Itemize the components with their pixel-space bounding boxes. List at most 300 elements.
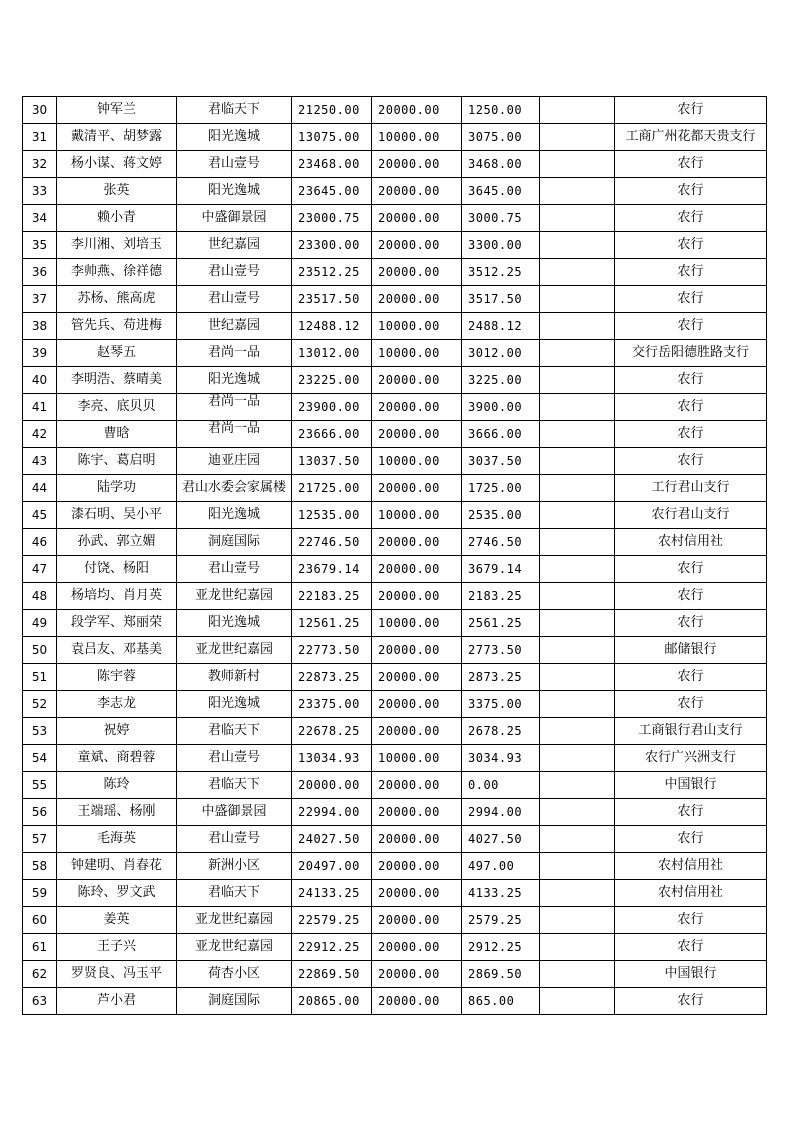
row-number-cell: 39 — [23, 340, 57, 367]
bank-cell: 农行 — [615, 367, 767, 394]
community-cell: 君山壹号 — [177, 826, 292, 853]
row-number-cell: 35 — [23, 232, 57, 259]
total-amount-cell: 22746.50 — [292, 529, 372, 556]
loan-amount-cell: 20000.00 — [372, 97, 462, 124]
bank-cell: 农行 — [615, 664, 767, 691]
owner-name-cell: 陈宇蓉 — [57, 664, 177, 691]
difference-amount-cell: 3517.50 — [462, 286, 540, 313]
blank-cell — [540, 97, 615, 124]
total-amount-cell: 20000.00 — [292, 772, 372, 799]
difference-amount-cell: 4027.50 — [462, 826, 540, 853]
blank-cell — [540, 637, 615, 664]
bank-cell: 中国银行 — [615, 961, 767, 988]
bank-cell: 农行 — [615, 691, 767, 718]
row-number-cell: 52 — [23, 691, 57, 718]
table-row — [23, 556, 767, 583]
loan-amount-cell: 20000.00 — [372, 475, 462, 502]
bank-cell: 农行广兴洲支行 — [615, 745, 767, 772]
loan-amount-cell: 20000.00 — [372, 421, 462, 448]
row-number-cell: 31 — [23, 124, 57, 151]
community-cell: 亚龙世纪嘉园 — [177, 583, 292, 610]
table-row — [23, 448, 767, 475]
bank-cell: 中国银行 — [615, 772, 767, 799]
difference-amount-cell: 1250.00 — [462, 97, 540, 124]
table-row — [23, 421, 767, 448]
table-row — [23, 799, 767, 826]
table-row — [23, 97, 767, 124]
table-row — [23, 259, 767, 286]
difference-amount-cell: 2912.25 — [462, 934, 540, 961]
blank-cell — [540, 367, 615, 394]
owner-name-cell: 苏杨、熊高虎 — [57, 286, 177, 313]
row-number-cell: 48 — [23, 583, 57, 610]
bank-cell: 农行 — [615, 583, 767, 610]
total-amount-cell: 24027.50 — [292, 826, 372, 853]
total-amount-cell: 23300.00 — [292, 232, 372, 259]
loan-amount-cell: 20000.00 — [372, 907, 462, 934]
blank-cell — [540, 421, 615, 448]
row-number-cell: 45 — [23, 502, 57, 529]
bank-cell: 农村信用社 — [615, 880, 767, 907]
blank-cell — [540, 259, 615, 286]
total-amount-cell: 22678.25 — [292, 718, 372, 745]
table-row — [23, 502, 767, 529]
blank-cell — [540, 124, 615, 151]
row-number-cell: 62 — [23, 961, 57, 988]
total-amount-cell: 12488.12 — [292, 313, 372, 340]
loan-amount-cell: 10000.00 — [372, 745, 462, 772]
table-row — [23, 907, 767, 934]
community-label: 君尚一品 — [207, 421, 260, 436]
community-cell: 君山水委会家属楼 — [177, 475, 292, 502]
total-amount-cell: 20865.00 — [292, 988, 372, 1015]
owner-name-cell: 李亮、底贝贝 — [57, 394, 177, 421]
loan-amount-cell: 20000.00 — [372, 718, 462, 745]
table-row — [23, 313, 767, 340]
bank-cell: 农行 — [615, 232, 767, 259]
difference-amount-cell: 3375.00 — [462, 691, 540, 718]
total-amount-cell: 24133.25 — [292, 880, 372, 907]
loan-amount-cell: 20000.00 — [372, 178, 462, 205]
loan-amount-cell: 20000.00 — [372, 691, 462, 718]
bank-cell: 农行 — [615, 799, 767, 826]
community-cell: 阳光逸城 — [177, 502, 292, 529]
row-number-cell: 58 — [23, 853, 57, 880]
loan-amount-cell: 10000.00 — [372, 448, 462, 475]
community-cell: 阳光逸城 — [177, 691, 292, 718]
blank-cell — [540, 475, 615, 502]
table-row — [23, 826, 767, 853]
blank-cell — [540, 232, 615, 259]
table-row — [23, 934, 767, 961]
bank-cell: 农行 — [615, 907, 767, 934]
row-number-cell: 46 — [23, 529, 57, 556]
owner-name-cell: 陈玲、罗文武 — [57, 880, 177, 907]
blank-cell — [540, 178, 615, 205]
difference-amount-cell: 3037.50 — [462, 448, 540, 475]
row-number-cell: 40 — [23, 367, 57, 394]
loan-amount-cell: 20000.00 — [372, 286, 462, 313]
table-row — [23, 529, 767, 556]
row-number-cell: 37 — [23, 286, 57, 313]
loan-amount-cell: 20000.00 — [372, 529, 462, 556]
bank-cell: 农行 — [615, 826, 767, 853]
bank-cell: 农村信用社 — [615, 529, 767, 556]
difference-amount-cell: 2579.25 — [462, 907, 540, 934]
total-amount-cell: 20497.00 — [292, 853, 372, 880]
bank-cell: 农行 — [615, 259, 767, 286]
total-amount-cell: 22912.25 — [292, 934, 372, 961]
total-amount-cell: 13037.50 — [292, 448, 372, 475]
community-cell: 洞庭国际 — [177, 988, 292, 1015]
table-row — [23, 340, 767, 367]
loan-amount-cell: 20000.00 — [372, 799, 462, 826]
owner-name-cell: 罗贤良、冯玉平 — [57, 961, 177, 988]
owner-name-cell: 曹晗 — [57, 421, 177, 448]
row-number-cell: 57 — [23, 826, 57, 853]
difference-amount-cell: 2773.50 — [462, 637, 540, 664]
row-number-cell: 38 — [23, 313, 57, 340]
difference-amount-cell: 0.00 — [462, 772, 540, 799]
community-cell — [177, 421, 292, 448]
community-cell: 君山壹号 — [177, 151, 292, 178]
owner-name-cell: 钟建明、肖春花 — [57, 853, 177, 880]
difference-amount-cell: 3512.25 — [462, 259, 540, 286]
row-number-cell: 33 — [23, 178, 57, 205]
row-number-cell: 51 — [23, 664, 57, 691]
owner-name-cell: 童斌、商碧蓉 — [57, 745, 177, 772]
loan-amount-cell: 20000.00 — [372, 934, 462, 961]
blank-cell — [540, 286, 615, 313]
difference-amount-cell: 2183.25 — [462, 583, 540, 610]
loan-amount-cell: 20000.00 — [372, 664, 462, 691]
loan-amount-cell: 20000.00 — [372, 367, 462, 394]
row-number-cell: 43 — [23, 448, 57, 475]
total-amount-cell: 13012.00 — [292, 340, 372, 367]
table-row — [23, 178, 767, 205]
community-cell: 荷杏小区 — [177, 961, 292, 988]
owner-name-cell: 王端瑶、杨刚 — [57, 799, 177, 826]
row-number-cell: 61 — [23, 934, 57, 961]
difference-amount-cell: 2678.25 — [462, 718, 540, 745]
owner-name-cell: 漆石明、吴小平 — [57, 502, 177, 529]
bank-cell: 农行 — [615, 313, 767, 340]
table-row — [23, 637, 767, 664]
community-cell: 新洲小区 — [177, 853, 292, 880]
community-cell: 亚龙世纪嘉园 — [177, 907, 292, 934]
row-number-cell: 34 — [23, 205, 57, 232]
row-number-cell: 60 — [23, 907, 57, 934]
bank-cell: 农行 — [615, 988, 767, 1015]
loan-amount-cell: 20000.00 — [372, 961, 462, 988]
table-row — [23, 124, 767, 151]
blank-cell — [540, 556, 615, 583]
difference-amount-cell: 2873.25 — [462, 664, 540, 691]
community-cell: 中盛御景园 — [177, 205, 292, 232]
row-number-cell: 49 — [23, 610, 57, 637]
table-row — [23, 853, 767, 880]
total-amount-cell: 23468.00 — [292, 151, 372, 178]
community-cell: 君山壹号 — [177, 259, 292, 286]
bank-cell: 工商广州花都天贵支行 — [615, 124, 767, 151]
owner-name-cell: 杨小谋、蒋文婷 — [57, 151, 177, 178]
blank-cell — [540, 799, 615, 826]
total-amount-cell: 23375.00 — [292, 691, 372, 718]
total-amount-cell: 21725.00 — [292, 475, 372, 502]
row-number-cell: 44 — [23, 475, 57, 502]
loan-amount-cell: 20000.00 — [372, 826, 462, 853]
table-row — [23, 583, 767, 610]
difference-amount-cell: 865.00 — [462, 988, 540, 1015]
blank-cell — [540, 313, 615, 340]
loan-amount-cell: 20000.00 — [372, 637, 462, 664]
loan-amount-cell: 10000.00 — [372, 502, 462, 529]
table-row — [23, 151, 767, 178]
loan-amount-cell: 20000.00 — [372, 583, 462, 610]
community-cell: 教师新村 — [177, 664, 292, 691]
loan-amount-cell: 20000.00 — [372, 394, 462, 421]
bank-cell: 农行君山支行 — [615, 502, 767, 529]
blank-cell — [540, 826, 615, 853]
table-row — [23, 367, 767, 394]
total-amount-cell: 23666.00 — [292, 421, 372, 448]
total-amount-cell: 13034.93 — [292, 745, 372, 772]
blank-cell — [540, 664, 615, 691]
bank-cell: 农行 — [615, 610, 767, 637]
total-amount-cell: 23512.25 — [292, 259, 372, 286]
owner-name-cell: 陈玲 — [57, 772, 177, 799]
total-amount-cell: 22579.25 — [292, 907, 372, 934]
blank-cell — [540, 448, 615, 475]
total-amount-cell: 23517.50 — [292, 286, 372, 313]
community-cell: 迪亚庄园 — [177, 448, 292, 475]
owner-name-cell: 王子兴 — [57, 934, 177, 961]
community-cell: 阳光逸城 — [177, 178, 292, 205]
bank-cell: 农村信用社 — [615, 853, 767, 880]
community-cell — [177, 394, 292, 421]
owner-name-cell: 毛海英 — [57, 826, 177, 853]
bank-cell: 农行 — [615, 934, 767, 961]
difference-amount-cell: 3225.00 — [462, 367, 540, 394]
row-number-cell: 41 — [23, 394, 57, 421]
total-amount-cell: 22183.25 — [292, 583, 372, 610]
blank-cell — [540, 205, 615, 232]
difference-amount-cell: 3075.00 — [462, 124, 540, 151]
community-cell: 世纪嘉园 — [177, 313, 292, 340]
difference-amount-cell: 2746.50 — [462, 529, 540, 556]
blank-cell — [540, 340, 615, 367]
difference-amount-cell: 3679.14 — [462, 556, 540, 583]
difference-amount-cell: 2561.25 — [462, 610, 540, 637]
owner-name-cell: 陆学功 — [57, 475, 177, 502]
bank-cell: 农行 — [615, 421, 767, 448]
table-row — [23, 988, 767, 1015]
loan-amount-cell: 20000.00 — [372, 232, 462, 259]
community-cell: 君山壹号 — [177, 745, 292, 772]
table-row — [23, 880, 767, 907]
owner-name-cell: 陈宇、葛启明 — [57, 448, 177, 475]
blank-cell — [540, 151, 615, 178]
table-row — [23, 664, 767, 691]
owner-name-cell: 李志龙 — [57, 691, 177, 718]
table-body — [23, 97, 767, 1015]
difference-amount-cell: 2869.50 — [462, 961, 540, 988]
table-row — [23, 691, 767, 718]
difference-amount-cell: 4133.25 — [462, 880, 540, 907]
row-number-cell: 54 — [23, 745, 57, 772]
difference-amount-cell: 3645.00 — [462, 178, 540, 205]
total-amount-cell: 12535.00 — [292, 502, 372, 529]
owner-name-cell: 芦小君 — [57, 988, 177, 1015]
loan-table — [22, 96, 767, 1015]
table-row — [23, 205, 767, 232]
total-amount-cell: 23645.00 — [292, 178, 372, 205]
table-row — [23, 610, 767, 637]
table-row — [23, 475, 767, 502]
row-number-cell: 53 — [23, 718, 57, 745]
community-cell: 君临天下 — [177, 97, 292, 124]
blank-cell — [540, 745, 615, 772]
loan-amount-cell: 10000.00 — [372, 610, 462, 637]
blank-cell — [540, 961, 615, 988]
blank-cell — [540, 691, 615, 718]
blank-cell — [540, 610, 615, 637]
loan-amount-cell: 10000.00 — [372, 124, 462, 151]
owner-name-cell: 姜英 — [57, 907, 177, 934]
community-cell: 君临天下 — [177, 880, 292, 907]
table-row — [23, 772, 767, 799]
difference-amount-cell: 1725.00 — [462, 475, 540, 502]
loan-amount-cell: 20000.00 — [372, 259, 462, 286]
table-row — [23, 961, 767, 988]
row-number-cell: 63 — [23, 988, 57, 1015]
blank-cell — [540, 529, 615, 556]
loan-amount-cell: 10000.00 — [372, 340, 462, 367]
owner-name-cell: 孙武、郭立媚 — [57, 529, 177, 556]
community-cell: 君尚一品 — [177, 340, 292, 367]
community-cell: 君山壹号 — [177, 556, 292, 583]
total-amount-cell: 13075.00 — [292, 124, 372, 151]
owner-name-cell: 戴清平、胡梦露 — [57, 124, 177, 151]
difference-amount-cell: 497.00 — [462, 853, 540, 880]
blank-cell — [540, 502, 615, 529]
blank-cell — [540, 934, 615, 961]
blank-cell — [540, 583, 615, 610]
blank-cell — [540, 853, 615, 880]
difference-amount-cell: 3900.00 — [462, 394, 540, 421]
loan-amount-cell: 20000.00 — [372, 772, 462, 799]
total-amount-cell: 23225.00 — [292, 367, 372, 394]
total-amount-cell: 22873.25 — [292, 664, 372, 691]
difference-amount-cell: 3000.75 — [462, 205, 540, 232]
difference-amount-cell: 3666.00 — [462, 421, 540, 448]
difference-amount-cell: 3468.00 — [462, 151, 540, 178]
community-cell: 阳光逸城 — [177, 610, 292, 637]
row-number-cell: 56 — [23, 799, 57, 826]
community-cell: 中盛御景园 — [177, 799, 292, 826]
owner-name-cell: 杨培均、肖月英 — [57, 583, 177, 610]
owner-name-cell: 付饶、杨阳 — [57, 556, 177, 583]
owner-name-cell: 李明浩、蔡晴美 — [57, 367, 177, 394]
bank-cell: 农行 — [615, 97, 767, 124]
table-row — [23, 394, 767, 421]
community-cell: 君临天下 — [177, 718, 292, 745]
row-number-cell: 42 — [23, 421, 57, 448]
total-amount-cell: 23679.14 — [292, 556, 372, 583]
difference-amount-cell: 3300.00 — [462, 232, 540, 259]
table-row — [23, 286, 767, 313]
owner-name-cell: 钟军兰 — [57, 97, 177, 124]
bank-cell: 农行 — [615, 448, 767, 475]
owner-name-cell: 张英 — [57, 178, 177, 205]
community-cell: 洞庭国际 — [177, 529, 292, 556]
owner-name-cell: 赵琴五 — [57, 340, 177, 367]
row-number-cell: 59 — [23, 880, 57, 907]
difference-amount-cell: 2488.12 — [462, 313, 540, 340]
row-number-cell: 55 — [23, 772, 57, 799]
difference-amount-cell: 3012.00 — [462, 340, 540, 367]
total-amount-cell: 22994.00 — [292, 799, 372, 826]
bank-cell: 农行 — [615, 205, 767, 232]
table-row — [23, 232, 767, 259]
community-cell: 亚龙世纪嘉园 — [177, 637, 292, 664]
blank-cell — [540, 772, 615, 799]
community-label: 君尚一品 — [207, 394, 260, 409]
bank-cell: 农行 — [615, 178, 767, 205]
total-amount-cell: 23900.00 — [292, 394, 372, 421]
owner-name-cell: 李帅燕、徐祥德 — [57, 259, 177, 286]
bank-cell: 工商银行君山支行 — [615, 718, 767, 745]
bank-cell: 农行 — [615, 151, 767, 178]
difference-amount-cell: 2994.00 — [462, 799, 540, 826]
loan-amount-cell: 20000.00 — [372, 880, 462, 907]
community-cell: 阳光逸城 — [177, 124, 292, 151]
bank-cell: 农行 — [615, 286, 767, 313]
owner-name-cell: 段学军、郑丽荣 — [57, 610, 177, 637]
owner-name-cell: 袁吕友、邓基美 — [57, 637, 177, 664]
loan-amount-cell: 20000.00 — [372, 205, 462, 232]
loan-amount-cell: 10000.00 — [372, 313, 462, 340]
blank-cell — [540, 718, 615, 745]
row-number-cell: 30 — [23, 97, 57, 124]
loan-amount-cell: 20000.00 — [372, 853, 462, 880]
bank-cell: 农行 — [615, 394, 767, 421]
owner-name-cell: 祝婷 — [57, 718, 177, 745]
difference-amount-cell: 2535.00 — [462, 502, 540, 529]
owner-name-cell: 管先兵、苟进梅 — [57, 313, 177, 340]
loan-amount-cell: 20000.00 — [372, 556, 462, 583]
bank-cell: 工行君山支行 — [615, 475, 767, 502]
blank-cell — [540, 988, 615, 1015]
table-row — [23, 745, 767, 772]
community-cell: 君临天下 — [177, 772, 292, 799]
blank-cell — [540, 394, 615, 421]
bank-cell: 农行 — [615, 556, 767, 583]
bank-cell: 邮储银行 — [615, 637, 767, 664]
community-cell: 世纪嘉园 — [177, 232, 292, 259]
loan-amount-cell: 20000.00 — [372, 988, 462, 1015]
row-number-cell: 32 — [23, 151, 57, 178]
blank-cell — [540, 880, 615, 907]
total-amount-cell: 23000.75 — [292, 205, 372, 232]
row-number-cell: 36 — [23, 259, 57, 286]
difference-amount-cell: 3034.93 — [462, 745, 540, 772]
blank-cell — [540, 907, 615, 934]
owner-name-cell: 李川湘、刘培玉 — [57, 232, 177, 259]
row-number-cell: 47 — [23, 556, 57, 583]
total-amount-cell: 12561.25 — [292, 610, 372, 637]
community-cell: 亚龙世纪嘉园 — [177, 934, 292, 961]
